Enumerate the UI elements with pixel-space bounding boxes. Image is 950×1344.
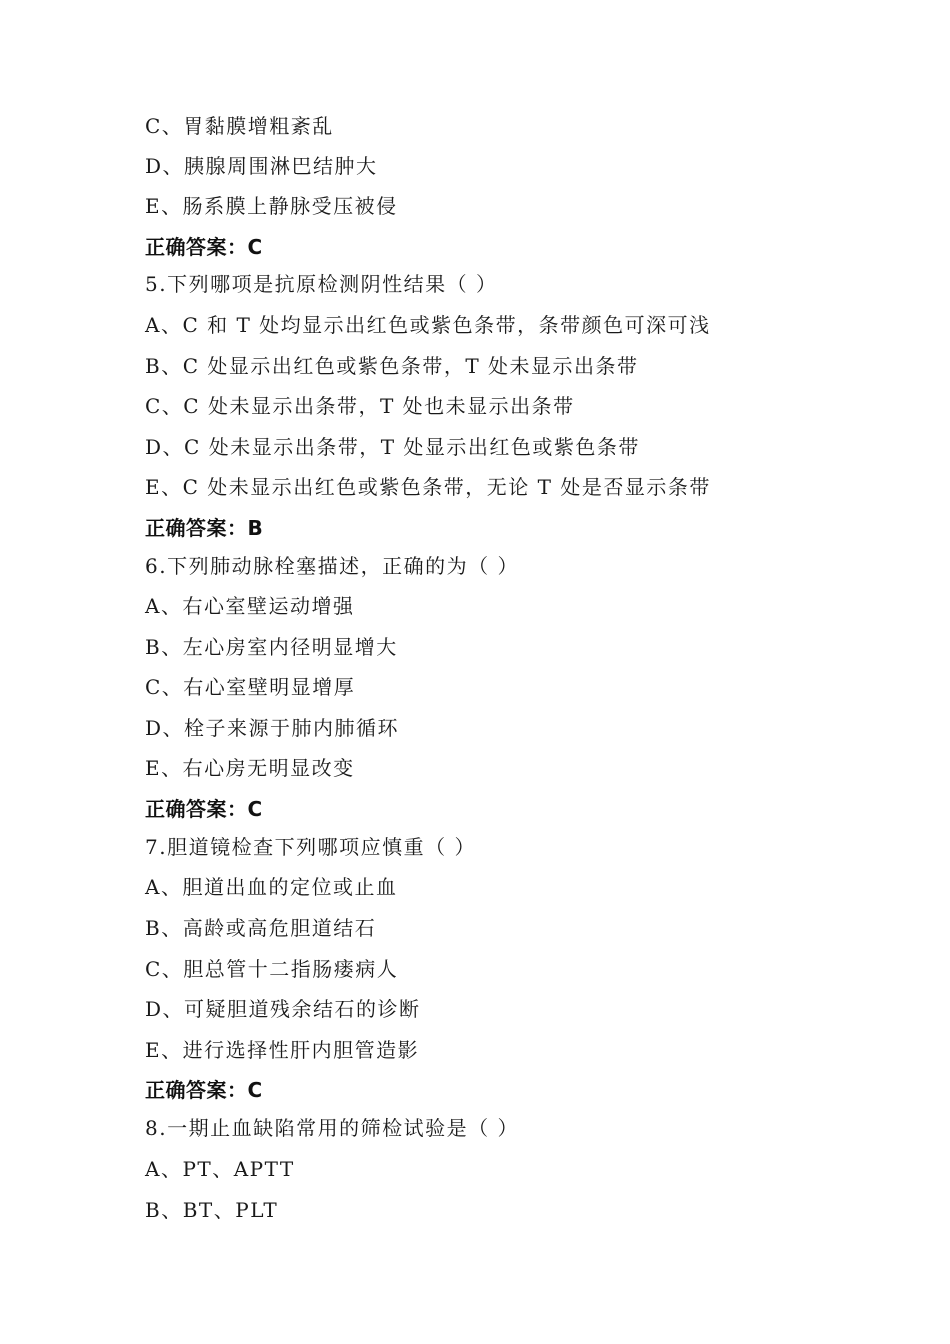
correct-answer: 正确答案：C [145,1078,263,1102]
option-text: A、PT、APTT [145,1157,295,1181]
option-text: D、栓子来源于肺内肺循环 [145,716,400,740]
option-text: E、C 处未显示出红色或紫色条带，无论 T 处是否显示条带 [145,475,711,499]
option-text: E、肠系膜上静脉受压被侵 [145,194,398,218]
option-text: C、C 处未显示出条带，T 处也未显示出条带 [145,394,575,418]
option-text: B、C 处显示出红色或紫色条带，T 处未显示出条带 [145,354,639,378]
correct-answer: 正确答案：B [145,516,264,540]
question-text: 5.下列哪项是抗原检测阴性结果（ ） [145,272,498,296]
question-text: 6.下列肺动脉栓塞描述，正确的为（ ） [145,554,519,578]
option-text: B、高龄或高危胆道结石 [145,916,377,940]
question-text: 8.一期止血缺陷常用的筛检试验是（ ） [145,1116,519,1140]
option-text: A、右心室壁运动增强 [145,594,355,618]
option-text: B、左心房室内径明显增大 [145,635,398,659]
option-text: E、进行选择性肝内胆管造影 [145,1038,420,1062]
option-text: E、右心房无明显改变 [145,756,355,780]
option-text: D、可疑胆道残余结石的诊断 [145,997,421,1021]
option-text: C、胆总管十二指肠瘘病人 [145,957,399,981]
option-text: B、BT、PLT [145,1198,279,1222]
correct-answer: 正确答案：C [145,797,263,821]
option-text: A、C 和 T 处均显示出红色或紫色条带，条带颜色可深可浅 [145,313,711,337]
question-text: 7.胆道镜检查下列哪项应慎重（ ） [145,835,476,859]
correct-answer: 正确答案：C [145,235,263,259]
option-text: A、胆道出血的定位或止血 [145,875,398,899]
option-text: D、C 处未显示出条带，T 处显示出红色或紫色条带 [145,435,640,459]
option-text: D、胰腺周围淋巴结肿大 [145,154,378,178]
option-text: C、右心室壁明显增厚 [145,675,356,699]
option-text: C、胃黏膜增粗紊乱 [145,114,334,138]
